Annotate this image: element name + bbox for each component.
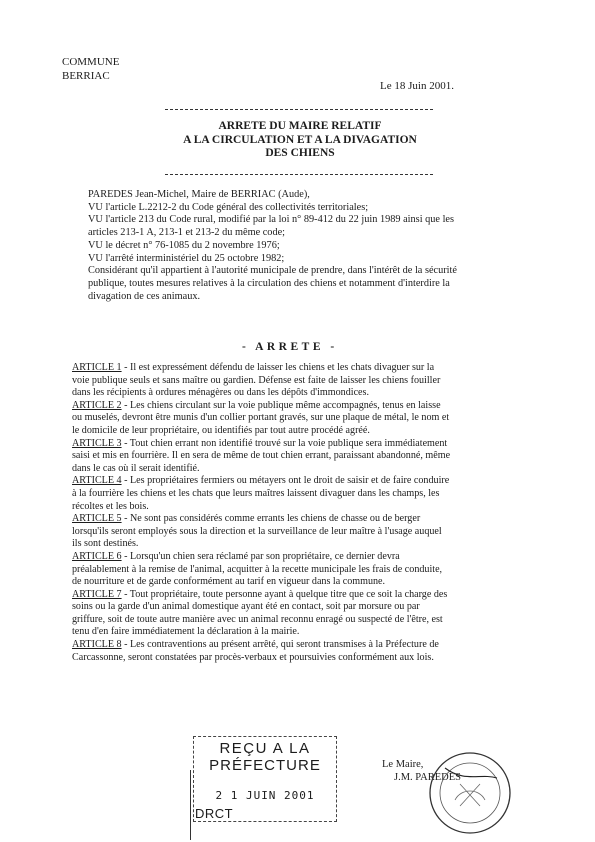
considerants-block — [88, 189, 528, 303]
title-line-1: ARRETE DU MAIRE RELATIF — [218, 120, 382, 132]
article-text: - Tout chien errant non identifié trouvé sur la voie publique sera immédiatement — [121, 437, 448, 449]
article-label: ARTICLE 8 — [72, 639, 122, 651]
article-text: à la fourrière les chiens et les chats que leurs maîtres laissent divaguer dans les champs, les — [72, 487, 440, 499]
article-text: - Tout propriétaire, toute personne ayant à quelque titre que ce soit la charge des — [121, 588, 448, 600]
article-text: le domicile de leur propriétaire, ou identifiés par tout autre procédé agréé. — [72, 424, 370, 436]
article-text: griffure, soit de toute autre manière avec un animal reconnu enragé ou suspecté de l'être, est — [72, 613, 443, 625]
article-label: ARTICLE 1 — [72, 362, 122, 373]
article-text: ils sont destinés. — [72, 538, 139, 550]
title-line-3: DES CHIENS — [265, 147, 335, 159]
stamp-line-1: REÇU A LA — [219, 740, 311, 757]
article-text: - Lorsqu'un chien sera réclamé par son propriétaire, ce dernier devra — [121, 550, 400, 562]
commune-header — [62, 55, 119, 83]
article-text: - Les chiens circulant sur la voie publique même accompagnés, tenus en laisse — [121, 399, 441, 411]
signatory-title: Le Maire, — [382, 759, 424, 770]
title-rule-top — [165, 109, 433, 110]
commune-label: COMMUNE — [62, 56, 120, 68]
stamp-margin-line — [190, 770, 191, 840]
considerant-line: articles 213-1 A, 213-1 et 213-2 du même code; — [88, 227, 286, 239]
article-label: ARTICLE 6 — [72, 550, 122, 562]
article-text: saisi et mis en fourrière. Il en sera de même de tout chien errant, paraissant abandonné, même — [72, 450, 451, 462]
stamp-office: DRCT — [195, 806, 234, 821]
articles-block — [72, 362, 532, 664]
article-7 — [72, 589, 532, 639]
article-3 — [72, 438, 532, 476]
title-line-2: A LA CIRCULATION ET A LA DIVAGATION — [183, 133, 417, 146]
article-2 — [72, 400, 532, 438]
considerant-line: VU l'article L.2212-2 du Code général des collectivités territoriales; — [88, 201, 369, 213]
document-title — [160, 120, 440, 161]
article-text: préalablement à la remise de l'animal, acquitter à la recette municipale les frais de conduite, — [72, 563, 443, 575]
article-6 — [72, 551, 532, 589]
considerant-line: divagation de ces animaux. — [88, 290, 201, 302]
arrete-heading: - ARRETE - — [242, 341, 338, 353]
stamp-line-2: PRÉFECTURE — [209, 757, 321, 774]
document-date: Le 18 Juin 2001. — [380, 80, 454, 92]
article-label: ARTICLE 5 — [72, 513, 122, 525]
article-5 — [72, 513, 532, 551]
article-label: ARTICLE 7 — [72, 588, 122, 600]
stamp-date: 2 1 JUIN 2001 — [215, 789, 315, 802]
considerant-line: PAREDES Jean-Michel, Maire de BERRIAC (Aude), — [88, 189, 310, 200]
article-4 — [72, 475, 532, 513]
article-text: dans les récipients à ordures ménagères ou dans les dépôts d'immondices. — [72, 387, 369, 399]
article-text: ou muselés, devront être munis d'un collier portant gravés, sur une plaque de métal, le nom et — [72, 412, 450, 424]
article-text: récoltes et les bois. — [72, 500, 149, 512]
signatory-name: J.M. PAREDES — [394, 772, 462, 783]
article-8 — [72, 639, 532, 664]
considerant-line: VU l'arrêté interministériel du 25 octobre 1982; — [88, 252, 285, 264]
article-text: soins ou la garde d'un animal domestique ayant été en contact, soit par morsure ou par — [72, 601, 420, 613]
commune-name: BERRIAC — [62, 70, 110, 82]
article-1 — [72, 362, 532, 400]
article-text: - Les contraventions au présent arrêté, qui seront transmises à la Préfecture de — [121, 639, 439, 651]
article-label: ARTICLE 3 — [72, 437, 122, 449]
article-label: ARTICLE 4 — [72, 475, 122, 487]
considerant-line: VU le décret n° 76-1085 du 2 novembre 1976; — [88, 239, 280, 251]
article-text: Carcassonne, seront constatées par procès-verbaux et poursuivies conformément aux lois. — [72, 651, 434, 663]
article-text: lorsqu'ils seront employés sous la direction et la surveillance de leur maître à l'usage auquel — [72, 525, 442, 537]
article-text: dans le cas où il serait identifié. — [72, 462, 200, 474]
article-label: ARTICLE 2 — [72, 399, 122, 411]
title-rule-bottom — [165, 174, 433, 175]
article-text: - Les propriétaires fermiers ou métayers ont le droit de saisir et de faire conduire — [121, 475, 450, 487]
article-text: tenu d'en faire immédiatement la déclaration à la mairie. — [72, 626, 300, 638]
article-text: de nourriture et de garde conformément au tarif en vigueur dans la commune. — [72, 576, 386, 588]
article-text: - Il est expressément défendu de laisser les chiens et les chats divaguer sur la — [121, 362, 435, 373]
considerant-line: Considérant qu'il appartient à l'autorité municipale de prendre, dans l'intérêt de la sécurité — [88, 265, 457, 277]
town-hall-seal-icon — [425, 748, 515, 838]
article-text: voie publique seuls et sans maître ou gardien. Défense est faite de laisser les chiens fouiller — [72, 374, 441, 386]
considerant-line: VU l'article 213 du Code rural, modifié par la loi n° 89-412 du 22 juin 1989 ainsi que les — [88, 214, 455, 226]
considerant-line: publique, toutes mesures relatives à la circulation des chiens et notamment d'interdire la — [88, 277, 450, 289]
article-text: - Ne sont pas considérés comme errants les chiens de chasse ou de berger — [121, 513, 421, 525]
